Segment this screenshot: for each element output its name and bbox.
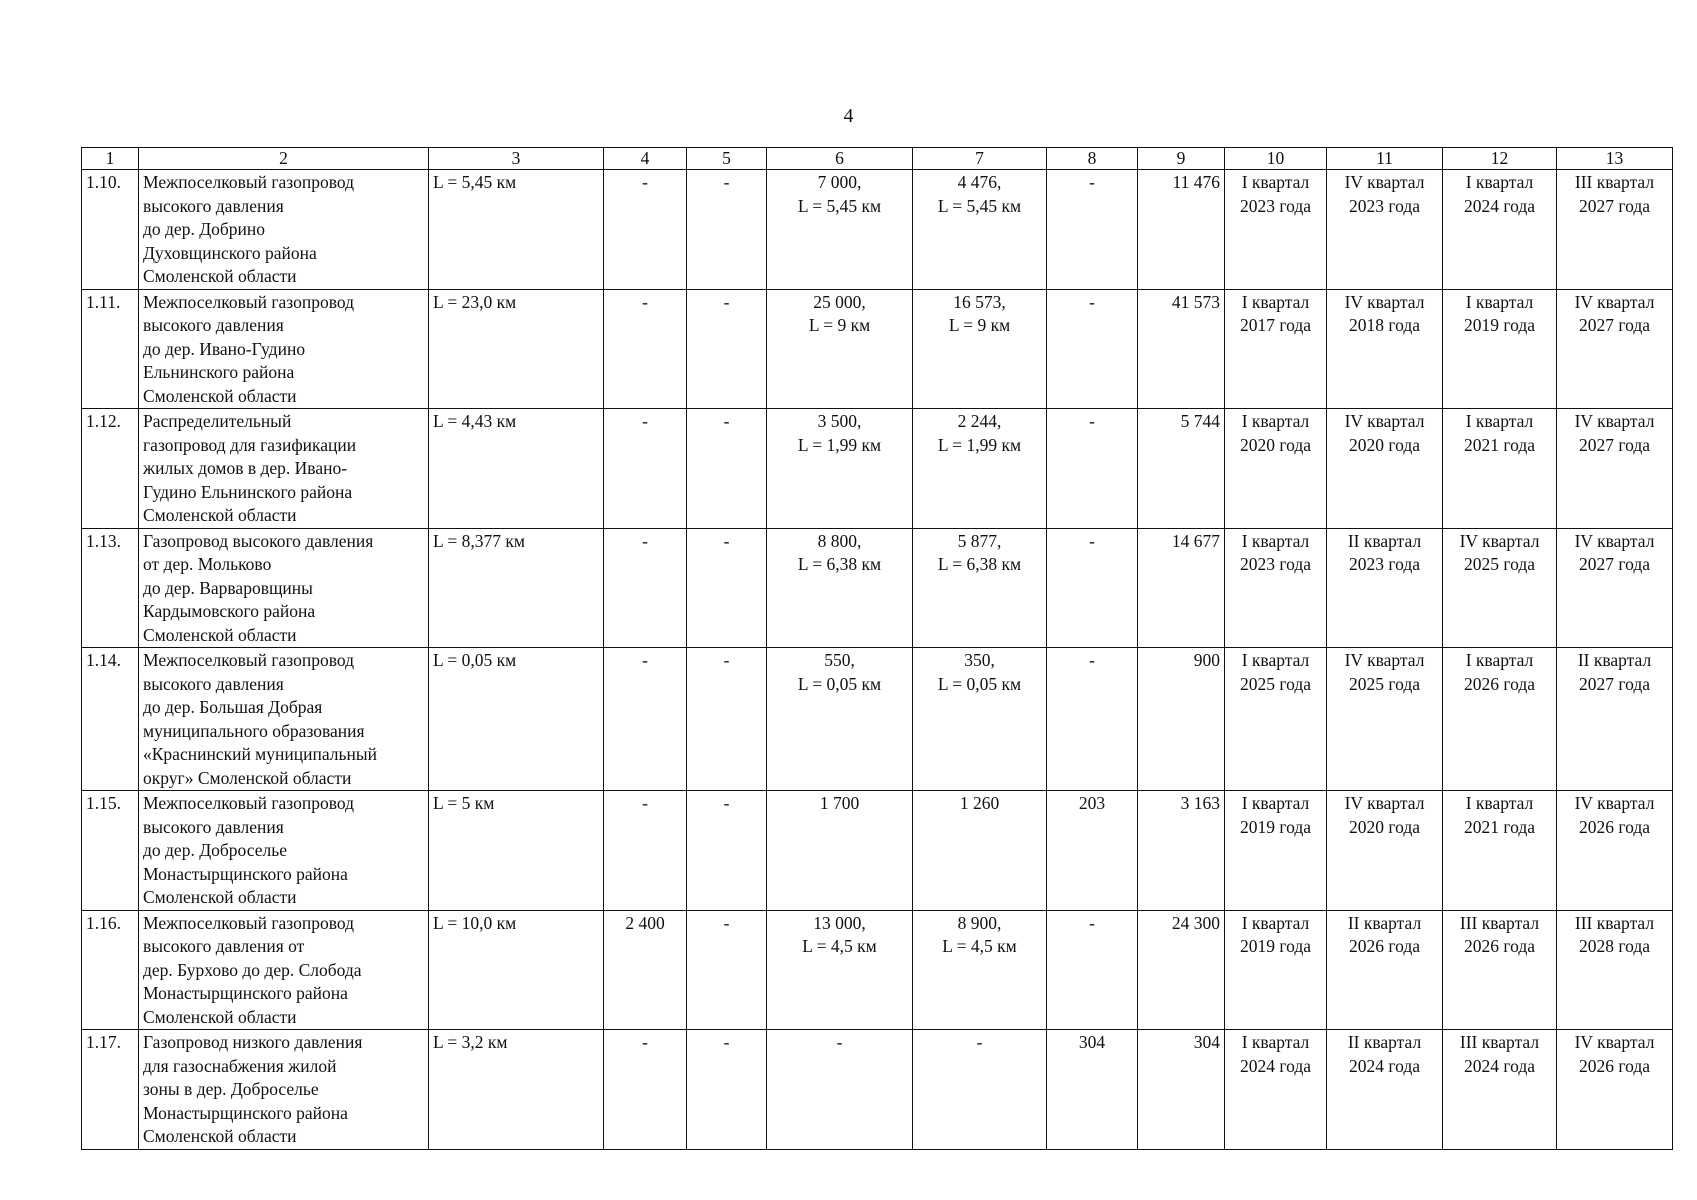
col-9-cell: 5 744 bbox=[1138, 409, 1225, 529]
col-7-cell: 350, L = 0,05 км bbox=[913, 648, 1047, 791]
start-period-cell: I квартал 2023 года bbox=[1225, 170, 1327, 290]
col-9-cell: 11 476 bbox=[1138, 170, 1225, 290]
row-number: 1.17. bbox=[82, 1030, 139, 1150]
table-row bbox=[82, 648, 1673, 791]
col-6-cell: - bbox=[767, 1030, 913, 1150]
col-7-cell: 2 244, L = 1,99 км bbox=[913, 409, 1047, 529]
col-7-cell: 16 573, L = 9 км bbox=[913, 289, 1047, 409]
object-name-cell: Распределительный газопровод для газификации жилых домов в дер. Ивано- Гудино Ельнинского района Смоленской области bbox=[139, 409, 429, 529]
col-6-cell: 550, L = 0,05 км bbox=[767, 648, 913, 791]
end-period-cell: IV квартал 2027 года bbox=[1557, 528, 1673, 648]
row-number: 1.16. bbox=[82, 910, 139, 1030]
length-cell: L = 0,05 км bbox=[429, 648, 604, 791]
col-9-cell: 3 163 bbox=[1138, 791, 1225, 911]
end-period-cell: IV квартал 2027 года bbox=[1557, 409, 1673, 529]
col-5-cell: - bbox=[687, 528, 767, 648]
column-header: 9 bbox=[1138, 148, 1225, 170]
col-6-cell: 25 000, L = 9 км bbox=[767, 289, 913, 409]
column-header: 7 bbox=[913, 148, 1047, 170]
column-header: 6 bbox=[767, 148, 913, 170]
page-number: 4 bbox=[843, 105, 854, 127]
end-period-cell: II квартал 2027 года bbox=[1557, 648, 1673, 791]
col-12-period-cell: I квартал 2024 года bbox=[1443, 170, 1557, 290]
col-6-cell: 7 000, L = 5,45 км bbox=[767, 170, 913, 290]
length-cell: L = 8,377 км bbox=[429, 528, 604, 648]
row-number: 1.11. bbox=[82, 289, 139, 409]
col-7-cell: 4 476, L = 5,45 км bbox=[913, 170, 1047, 290]
col-12-period-cell: III квартал 2026 года bbox=[1443, 910, 1557, 1030]
col-11-period-cell: IV квартал 2018 года bbox=[1327, 289, 1443, 409]
object-name-cell: Межпоселковый газопровод высокого давления до дер. Ивано-Гудино Ельнинского района Смоленской области bbox=[139, 289, 429, 409]
col-9-cell: 24 300 bbox=[1138, 910, 1225, 1030]
column-header: 10 bbox=[1225, 148, 1327, 170]
col-12-period-cell: I квартал 2021 года bbox=[1443, 791, 1557, 911]
col-5-cell: - bbox=[687, 791, 767, 911]
table-row bbox=[82, 409, 1673, 529]
length-cell: L = 3,2 км bbox=[429, 1030, 604, 1150]
column-header: 5 bbox=[687, 148, 767, 170]
row-number: 1.15. bbox=[82, 791, 139, 911]
table-row bbox=[82, 289, 1673, 409]
table-row bbox=[82, 791, 1673, 911]
col-8-cell: - bbox=[1047, 289, 1138, 409]
length-cell: L = 4,43 км bbox=[429, 409, 604, 529]
col-11-period-cell: IV квартал 2020 года bbox=[1327, 791, 1443, 911]
row-number: 1.14. bbox=[82, 648, 139, 791]
col-8-cell: - bbox=[1047, 528, 1138, 648]
col-4-cell: - bbox=[604, 409, 687, 529]
col-7-cell: 1 260 bbox=[913, 791, 1047, 911]
col-11-period-cell: IV квартал 2020 года bbox=[1327, 409, 1443, 529]
start-period-cell: I квартал 2019 года bbox=[1225, 791, 1327, 911]
table-row bbox=[82, 170, 1673, 290]
col-11-period-cell: II квартал 2026 года bbox=[1327, 910, 1443, 1030]
col-9-cell: 41 573 bbox=[1138, 289, 1225, 409]
length-cell: L = 23,0 км bbox=[429, 289, 604, 409]
end-period-cell: IV квартал 2026 года bbox=[1557, 791, 1673, 911]
col-8-cell: 304 bbox=[1047, 1030, 1138, 1150]
col-8-cell: - bbox=[1047, 648, 1138, 791]
start-period-cell: I квартал 2020 года bbox=[1225, 409, 1327, 529]
col-7-cell: 5 877, L = 6,38 км bbox=[913, 528, 1047, 648]
col-5-cell: - bbox=[687, 289, 767, 409]
col-12-period-cell: I квартал 2019 года bbox=[1443, 289, 1557, 409]
start-period-cell: I квартал 2025 года bbox=[1225, 648, 1327, 791]
col-8-cell: - bbox=[1047, 910, 1138, 1030]
column-header: 3 bbox=[429, 148, 604, 170]
column-header: 4 bbox=[604, 148, 687, 170]
col-4-cell: - bbox=[604, 791, 687, 911]
col-4-cell: - bbox=[604, 289, 687, 409]
col-8-cell: - bbox=[1047, 409, 1138, 529]
col-6-cell: 13 000, L = 4,5 км bbox=[767, 910, 913, 1030]
table-row bbox=[82, 1030, 1673, 1150]
column-number-header-row bbox=[82, 148, 1673, 170]
col-8-cell: - bbox=[1047, 170, 1138, 290]
col-6-cell: 3 500, L = 1,99 км bbox=[767, 409, 913, 529]
row-number: 1.13. bbox=[82, 528, 139, 648]
col-5-cell: - bbox=[687, 910, 767, 1030]
start-period-cell: I квартал 2017 года bbox=[1225, 289, 1327, 409]
col-8-cell: 203 bbox=[1047, 791, 1138, 911]
end-period-cell: III квартал 2027 года bbox=[1557, 170, 1673, 290]
col-7-cell: - bbox=[913, 1030, 1047, 1150]
col-4-cell: - bbox=[604, 528, 687, 648]
column-header: 8 bbox=[1047, 148, 1138, 170]
start-period-cell: I квартал 2024 года bbox=[1225, 1030, 1327, 1150]
col-4-cell: - bbox=[604, 648, 687, 791]
col-5-cell: - bbox=[687, 170, 767, 290]
col-12-period-cell: III квартал 2024 года bbox=[1443, 1030, 1557, 1150]
col-11-period-cell: II квартал 2023 года bbox=[1327, 528, 1443, 648]
col-9-cell: 900 bbox=[1138, 648, 1225, 791]
column-header: 1 bbox=[82, 148, 139, 170]
col-6-cell: 8 800, L = 6,38 км bbox=[767, 528, 913, 648]
end-period-cell: III квартал 2028 года bbox=[1557, 910, 1673, 1030]
col-11-period-cell: IV квартал 2025 года bbox=[1327, 648, 1443, 791]
column-header: 13 bbox=[1557, 148, 1673, 170]
object-name-cell: Межпоселковый газопровод высокого давления до дер. Большая Добрая муниципального образования «Краснинский муниципальный округ» Смоленской области bbox=[139, 648, 429, 791]
col-4-cell: 2 400 bbox=[604, 910, 687, 1030]
object-name-cell: Межпоселковый газопровод высокого давления до дер. Добрино Духовщинского района Смоленской области bbox=[139, 170, 429, 290]
col-9-cell: 304 bbox=[1138, 1030, 1225, 1150]
end-period-cell: IV квартал 2026 года bbox=[1557, 1030, 1673, 1150]
col-12-period-cell: I квартал 2021 года bbox=[1443, 409, 1557, 529]
col-12-period-cell: IV квартал 2025 года bbox=[1443, 528, 1557, 648]
column-header: 11 bbox=[1327, 148, 1443, 170]
row-number: 1.10. bbox=[82, 170, 139, 290]
end-period-cell: IV квартал 2027 года bbox=[1557, 289, 1673, 409]
start-period-cell: I квартал 2019 года bbox=[1225, 910, 1327, 1030]
col-4-cell: - bbox=[604, 1030, 687, 1150]
col-7-cell: 8 900, L = 4,5 км bbox=[913, 910, 1047, 1030]
row-number: 1.12. bbox=[82, 409, 139, 529]
col-11-period-cell: IV квартал 2023 года bbox=[1327, 170, 1443, 290]
table-row bbox=[82, 910, 1673, 1030]
gas-pipeline-table bbox=[81, 147, 1673, 1150]
col-5-cell: - bbox=[687, 648, 767, 791]
length-cell: L = 5 км bbox=[429, 791, 604, 911]
column-header: 12 bbox=[1443, 148, 1557, 170]
column-header: 2 bbox=[139, 148, 429, 170]
object-name-cell: Межпоселковый газопровод высокого давления до дер. Доброселье Монастырщинского района Смоленской области bbox=[139, 791, 429, 911]
object-name-cell: Межпоселковый газопровод высокого давления от дер. Бурхово до дер. Слобода Монастырщинского района Смоленской области bbox=[139, 910, 429, 1030]
start-period-cell: I квартал 2023 года bbox=[1225, 528, 1327, 648]
col-6-cell: 1 700 bbox=[767, 791, 913, 911]
col-9-cell: 14 677 bbox=[1138, 528, 1225, 648]
col-12-period-cell: I квартал 2026 года bbox=[1443, 648, 1557, 791]
object-name-cell: Газопровод высокого давления от дер. Мольково до дер. Варваровщины Кардымовского района Смоленской области bbox=[139, 528, 429, 648]
col-11-period-cell: II квартал 2024 года bbox=[1327, 1030, 1443, 1150]
length-cell: L = 10,0 км bbox=[429, 910, 604, 1030]
object-name-cell: Газопровод низкого давления для газоснабжения жилой зоны в дер. Доброселье Монастырщинского района Смоленской области bbox=[139, 1030, 429, 1150]
col-5-cell: - bbox=[687, 409, 767, 529]
length-cell: L = 5,45 км bbox=[429, 170, 604, 290]
col-4-cell: - bbox=[604, 170, 687, 290]
col-5-cell: - bbox=[687, 1030, 767, 1150]
table-row bbox=[82, 528, 1673, 648]
